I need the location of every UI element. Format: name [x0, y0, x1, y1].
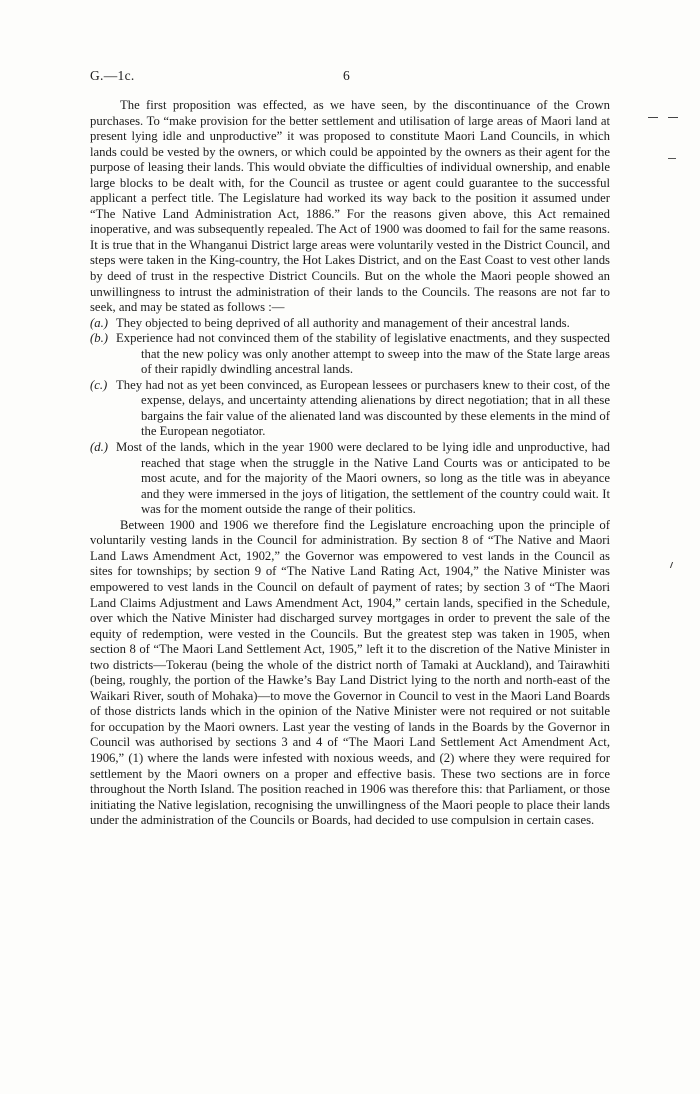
paragraph-2: Between 1900 and 1906 we therefore find the Legislature encroaching upon the principle of voluntarily vesting lands in the Council for administration. By section 8 of “The Native and Maori Land Laws Amendment Act, 1902,” the Governor was empowered to vest lands in the Council as sites for townships; by section 9 of “The Native Land Rating Act, 1904,” the Native Minister was empowered to vest lands in the Council on default of payment of rates; by section 3 of “The Maori Land Claims Adjustment and Laws Amendment Act, 1904,” certain lands, specified in the Schedule, over which the Native Minister had discharged survey mortgages in order to prevent the sale of the equity of redemption, were vested in the Councils. But the greatest step was taken in 1905, when section 8 of “The Maori Land Settlement Act, 1905,” left it to the discretion of the Native Minister in two districts—Tokerau (being the whole of the district north of Tamaki at Auckland), and Tairawhiti (being, roughly, the portion of the Hawke’s Bay Land District lying to the north and north-east of the Waikari River, south of Mohaka)—to move the Governor in Council to vest in the Maori Land Boards of those districts lands which in the opinion of the Native Minister were not required or not suitable for occupation by the Maori owners. Last year the vesting of lands in the Boards by the Governor in Council was authorised by sections 3 and 4 of “The Maori Land Settlement Act Amendment Act, 1906,” (1) where the lands were infested with noxious weeds, and (2) where they were required for settlement by the Maori owners on a proper and effective basis. These two sections are in force throughout the North Island. The position reached in 1906 was therefore this: that Parliament, or those initiating the Native legislation, recognising the unwillingness of the Maori people to place their lands under the administration of the Councils or Boards, had decided to use compulsion in certain cases.	[90, 517, 610, 828]
margin-mark	[668, 117, 678, 118]
list-item-c	[90, 378, 610, 440]
list-marker-b: (b.)	[90, 331, 108, 346]
paragraph-1: The first proposition was effected, as we have seen, by the discontinuance of the Crown purchases. To “make provision for the better settlement and utilisation of large areas of Maori land at present lying idle and unproductive” it was proposed to constitute Maori Land Councils, in which lands could be vested by the owners, or which could be appointed by the owners as their agent for the purpose of leasing their lands. This would obviate the difficulties of individual ownership, and enable large blocks to be dealt with, for the Council as trustee or agent could guarantee to the successful applicant a perfect title. The Legislature had worked its way back to the position it assumed under “The Native Land Administration Act, 1886.” For the reasons given above, this Act remained inoperative, and was subsequently repealed. The Act of 1900 was doomed to fail for the same reasons. It is true that in the Whanganui District large areas were voluntarily vested in the District Council, and steps were taken in the King-country, the Hot Lakes District, and on the East Coast to vest other lands by deed of trust in the respective District Councils. But on the whole the Maori people showed an unwillingness to intrust the administration of their lands to the Councils. The reasons are not far to seek, and may be stated as follows :—	[90, 98, 610, 315]
list-text-b: Experience had not convinced them of the stability of legislative enactments, and they suspected that the new policy was only another attempt to sweep into the maw of the State large areas of their rapidly dwindling ancestral lands.	[116, 331, 610, 377]
page-header	[90, 68, 610, 84]
margin-mark	[648, 117, 658, 118]
margin-mark	[668, 158, 676, 159]
list-text-d: Most of the lands, which in the year 1900 were declared to be lying idle and unproductive, had reached that stage when the struggle in the Native Land Courts was or anticipated to be most acute, and for the majority of the Maori owners, so long as the title was in abeyance and they were immersed in the joys of litigation, the settlement of the country could wait. It was for the moment outside the range of their politics.	[116, 440, 610, 517]
list-text-c: They had not as yet been convinced, as European lessees or purchasers knew to their cost, of the expense, delays, and uncertainty attending alienations by direct negotiation; that in all these bargains the fair value of the alienated land was discounted by these elements in the mind of the European negotiator.	[116, 377, 610, 439]
list-item-d	[90, 440, 610, 518]
page-number: 6	[343, 68, 351, 83]
list-marker-d: (d.)	[90, 440, 108, 455]
list-marker-c: (c.)	[90, 377, 108, 392]
list-item-b	[90, 331, 610, 378]
document-code: G.—1c.	[90, 68, 135, 83]
body-text	[90, 98, 610, 829]
list-marker-a: (a.)	[90, 315, 108, 330]
margin-mark	[662, 562, 673, 568]
list-text-a: They objected to being deprived of all authority and management of their ancestral lands.	[116, 315, 570, 330]
list-item-a	[90, 316, 610, 332]
